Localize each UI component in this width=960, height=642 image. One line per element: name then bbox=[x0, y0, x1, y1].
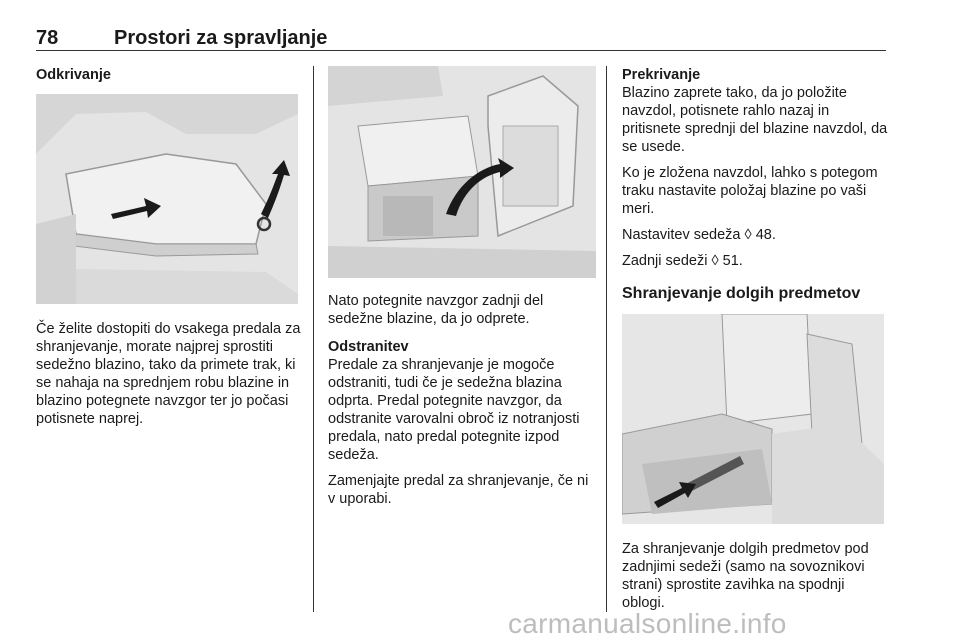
paragraph-prekrivanje: Blazino zaprete tako, da jo položite navzdol, potisnete rahlo nazaj in pritisnete sprednji del blazine navzdol, da se usede. bbox=[622, 85, 888, 155]
cross-reference-rear-seats: Zadnji sedeži ◊ 51. bbox=[622, 253, 743, 269]
heading-odkrivanje: Odkrivanje bbox=[36, 67, 111, 83]
cross-reference-seat-adjust: Nastavitev sedeža ◊ 48. bbox=[622, 227, 776, 243]
paragraph-adjust-position: Ko je zložena navzdol, lahko s potegom traku nastavite položaj blazine po vaši meri. bbox=[622, 165, 878, 217]
column-2 bbox=[328, 66, 596, 508]
paragraph-odkrivanje: Če želite dostopiti do vsakega predala za shranjevanje, morate najprej sprostiti sedežno blazino, tako da primete trak, ki se nahaja na sprednjem robu blazine in blazino potegnete navzgor ter jo počasi potisnete naprej. bbox=[36, 321, 301, 427]
illustration-cushion-open bbox=[328, 66, 596, 278]
heading-prekrivanje: Prekrivanje bbox=[622, 67, 701, 83]
heading-odstranitev: Odstranitev bbox=[328, 339, 409, 355]
column-3 bbox=[622, 66, 888, 612]
page-title: Prostori za spravljanje bbox=[114, 27, 328, 49]
illustration-seat-cushion-release bbox=[36, 94, 298, 304]
paragraph-replace: Zamenjajte predal za shranjevanje, če ni v uporabi. bbox=[328, 473, 589, 507]
column-divider-2 bbox=[606, 66, 607, 612]
seat-illustration-1 bbox=[36, 94, 298, 304]
section-heading-long-items: Shranjevanje dolgih predmetov bbox=[622, 285, 861, 302]
paragraph-long-items: Za shranjevanje dolgih predmetov pod zadnjimi sedeži (samo na sovoznikovi strani) sprostite zavihka na spodnji oblogi. bbox=[622, 541, 869, 611]
column-1 bbox=[36, 66, 302, 428]
paragraph-open-cushion: Nato potegnite navzgor zadnji del sedežne blazine, da jo odprete. bbox=[328, 293, 544, 327]
column-divider-1 bbox=[313, 66, 314, 612]
seat-illustration-2 bbox=[328, 66, 596, 278]
header-rule bbox=[36, 50, 886, 51]
seat-illustration-3 bbox=[622, 314, 884, 524]
page-number: 78 bbox=[36, 27, 59, 49]
illustration-long-items bbox=[622, 314, 884, 524]
watermark: carmanualsonline.info bbox=[508, 608, 787, 639]
paragraph-odstranitev: Predale za shranjevanje je mogoče odstraniti, tudi če je sedežna blazina odprta. Predal potegnite navzgor, da odstranite varovalni obroč iz notranjosti predala, nato predal potegnite izpod sedeža. bbox=[328, 357, 580, 463]
